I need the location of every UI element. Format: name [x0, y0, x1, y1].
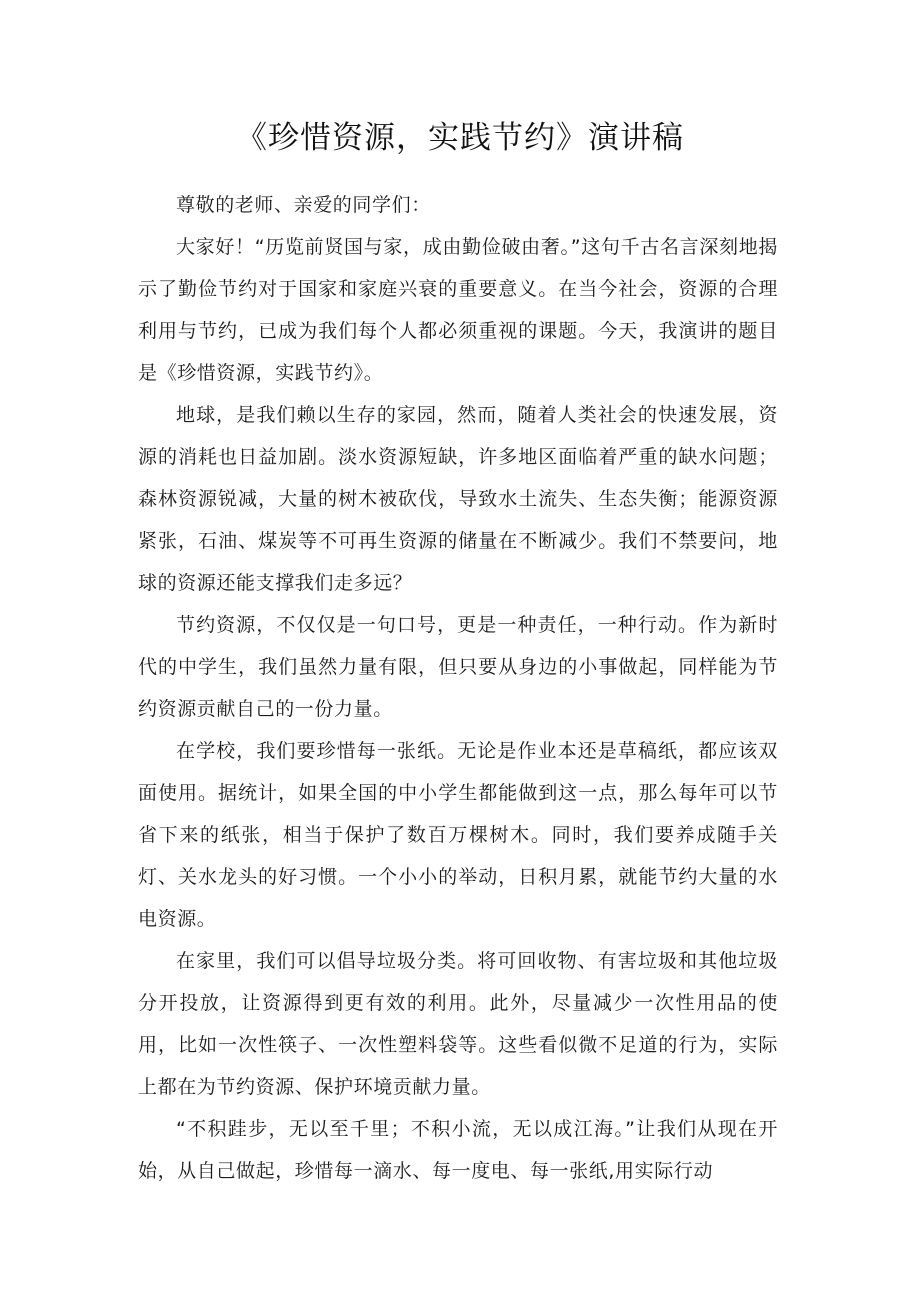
- document-title: 《珍惜资源，实践节约》演讲稿: [236, 120, 684, 156]
- body-paragraph: 在学校，我们要珍惜每一张纸。无论是作业本还是草稿纸，都应该双面使用。据统计，如果全国的中小学生都能做到这一点，那么每年可以节省下来的纸张，相当于保护了数百万棵树木。同时，我们要养成随手关灯、关水龙头的好习惯。一个小小的举动，日积月累，就能节约大量的水电资源。: [138, 740, 778, 930]
- body-paragraph: 地球，是我们赖以生存的家园，然而，随着人类社会的快速发展，资源的消耗也日益加剧。淡水资源短缺，许多地区面临着严重的缺水问题；森林资源锐减，大量的树木被砍伐，导致水土流失、生态失衡；能源资源紧张，石油、煤炭等不可再生资源的储量在不断减少。我们不禁要问，地球的资源还能支撑我们走多远？: [138, 404, 778, 594]
- body-paragraph: 在家里，我们可以倡导垃圾分类。将可回收物、有害垃圾和其他垃圾分开投放，让资源得到更有效的利用。此外，尽量减少一次性用品的使用，比如一次性筷子、一次性塑料袋等。这些看似微不足道的行为，实际上都在为节约资源、保护环境贡献力量。: [138, 950, 778, 1098]
- body-paragraph: 节约资源，不仅仅是一句口号，更是一种责任，一种行动。作为新时代的中学生，我们虽然力量有限，但只要从身边的小事做起，同样能为节约资源贡献自己的一份力量。: [138, 614, 778, 720]
- document-body: [138, 184, 778, 1192]
- body-paragraph: “不积跬步，无以至千里；不积小流，无以成江海。”让我们从现在开始，从自己做起，珍惜每一滴水、每一度电、每一张纸,用实际行动: [138, 1118, 778, 1182]
- body-paragraph: 大家好！“历览前贤国与家，成由勤俭破由奢。”这句千古名言深刻地揭示了勤俭节约对于国家和家庭兴衰的重要意义。在当今社会，资源的合理利用与节约，已成为我们每个人都必须重视的课题。今天，我演讲的题目是《珍惜资源，实践节约》。: [138, 236, 778, 384]
- salutation-paragraph: 尊敬的老师、亲爱的同学们：: [176, 194, 431, 216]
